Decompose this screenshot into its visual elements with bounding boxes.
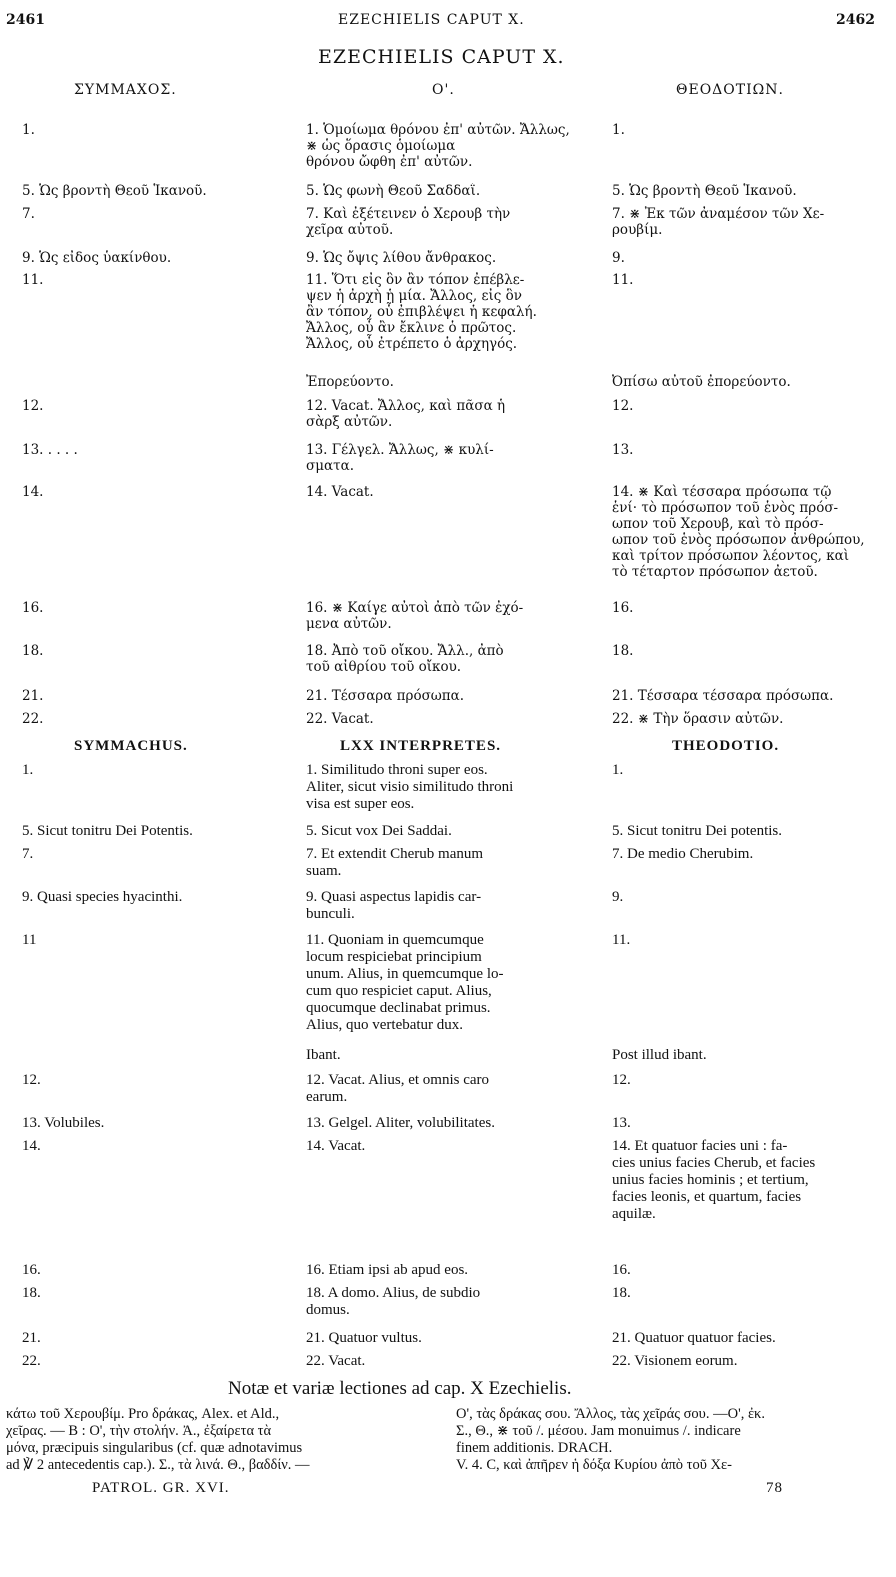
latin-symmachus-verse: 16. — [22, 1262, 41, 1278]
latin-lxx-verse: 9. Quasi aspectus lapidis car- bunculi. — [306, 889, 482, 922]
greek-theodotion-verse: 21. Τέσσαρα τέσσαρα πρόσωπα. — [612, 688, 834, 704]
greek-theodotion-verse: 22. ⋇ Τὴν ὅρασιν αὐτῶν. — [612, 711, 784, 727]
latin-lxx-verse: 16. Etiam ipsi ab apud eos. — [306, 1262, 469, 1278]
latin-head-symmachus: SYMMACHUS. — [74, 738, 188, 754]
greek-lxx-verse: 18. Ἀπὸ τοῦ οἴκου. Ἄλλ., ἀπὸ τοῦ αἰθρίου τοῦ οἴκου. — [306, 643, 504, 675]
greek-symmachus-verse: 21. — [22, 688, 44, 704]
latin-theodotion-verse: 18. — [612, 1285, 631, 1301]
latin-symmachus-verse: 12. — [22, 1072, 41, 1088]
latin-symmachus-verse: 1. — [22, 762, 34, 778]
latin-theodotion-verse: Post illud ibant. — [612, 1047, 707, 1063]
latin-lxx-verse: 13. Gelgel. Aliter, volubilitates. — [306, 1115, 495, 1131]
greek-lxx-verse: 13. Γέλγελ. Ἄλλως, ⋇ κυλί- σματα. — [306, 442, 494, 474]
latin-lxx-verse: 18. A domo. Alius, de subdio domus. — [306, 1285, 481, 1318]
notes-right-column: Ο', τὰς δράκας σου. Ἄλλος, τὰς χεῖράς σου. —Ο', ἐκ. Σ., Θ., ⋇ τοῦ /. μέσου. Jam monuimus /. indicare finem additionis. DRACH. V. 4. C, καὶ ἀπῆρεν ἡ δόξα Κυρίου ἀπὸ τοῦ Χε- — [456, 1406, 765, 1473]
page-number-left: 2461 — [6, 12, 45, 28]
greek-lxx-verse: 22. Vacat. — [306, 711, 374, 727]
greek-lxx-verse: 12. Vacat. Ἄλλος, καὶ πᾶσα ἡ σὰρξ αὐτῶν. — [306, 398, 506, 430]
notes-left-column: κάτω τοῦ Χερουβίμ. Pro δράκας, Alex. et Ald., χεῖρας. — B : Ο', τὴν στολήν. Ἀ., ἐξαίρετα τὰ μόνα, præcipuis singularibus (cf. quæ adnotavimus ad ℣ 2 antecedentis cap.). Σ., τὰ λινά. Θ., βαδδίν. — — [6, 1406, 310, 1473]
latin-lxx-verse: 1. Similitudo throni super eos. Aliter, sicut visio similitudo throni visa est super eos. — [306, 762, 514, 812]
greek-theodotion-verse: 12. — [612, 398, 634, 414]
greek-theodotion-verse: 11. — [612, 272, 634, 288]
latin-symmachus-verse: 7. — [22, 846, 34, 862]
greek-lxx-verse: 21. Τέσσαρα πρόσωπα. — [306, 688, 465, 704]
latin-symmachus-verse: 11 — [22, 932, 37, 948]
latin-lxx-verse: 11. Quoniam in quemcumque locum respiciebat principium unum. Alius, in quemcumque lo- cum quo respiciet caput. Alius, quocumque declinabat primus. Alius, quo vertebatur dux. — [306, 932, 504, 1033]
greek-theodotion-verse: 5. Ὡς βροντὴ Θεοῦ Ἱκανοῦ. — [612, 183, 797, 199]
greek-theodotion-verse: 18. — [612, 643, 634, 659]
greek-symmachus-verse: 13. . . . . — [22, 442, 78, 458]
latin-lxx-verse: 7. Et extendit Cherub manum suam. — [306, 846, 484, 879]
page-number-right: 2462 — [836, 12, 875, 28]
latin-lxx-verse: 14. Vacat. — [306, 1138, 366, 1154]
greek-symmachus-verse: 1. — [22, 122, 35, 138]
greek-lxx-verse: 1. Ὁμοίωμα θρόνου ἐπ' αὐτῶν. Ἄλλως, ⋇ ὡς ὅρασις ὁμοίωμα θρόνου ὤφθη ἐπ' αὐτῶν. — [306, 122, 570, 170]
greek-lxx-verse: 16. ⋇ Καίγε αὐτοὶ ἀπὸ τῶν ἐχό- μενα αὐτῶν. — [306, 600, 524, 632]
greek-lxx-verse: 7. Καὶ ἐξέτεινεν ὁ Χερουβ τὴν χεῖρα αὐτοῦ. — [306, 206, 511, 238]
greek-theodotion-verse: 9. — [612, 250, 625, 266]
running-title: EZECHIELIS CAPUT X. — [338, 12, 525, 28]
greek-symmachus-verse: 9. Ὡς εἶδος ὑακίνθου. — [22, 250, 172, 266]
greek-theodotion-verse: 1. — [612, 122, 625, 138]
footer-sheet-number: 78 — [766, 1480, 783, 1496]
latin-symmachus-verse: 13. Volubiles. — [22, 1115, 105, 1131]
greek-symmachus-verse: 18. — [22, 643, 44, 659]
greek-symmachus-verse: 5. Ὡς βροντὴ Θεοῦ Ἱκανοῦ. — [22, 183, 207, 199]
greek-symmachus-verse: 11. — [22, 272, 44, 288]
latin-theodotion-verse: 5. Sicut tonitru Dei potentis. — [612, 823, 782, 839]
latin-theodotion-verse: 12. — [612, 1072, 631, 1088]
latin-lxx-verse: 21. Quatuor vultus. — [306, 1330, 422, 1346]
latin-symmachus-verse: 22. — [22, 1353, 41, 1369]
greek-theodotion-verse: 16. — [612, 600, 634, 616]
greek-symmachus-verse: 22. — [22, 711, 44, 727]
greek-head-lxx: Ο'. — [432, 82, 455, 98]
latin-theodotion-verse: 22. Visionem eorum. — [612, 1353, 738, 1369]
latin-head-lxx: LXX INTERPRETES. — [340, 738, 502, 754]
latin-lxx-verse: 5. Sicut vox Dei Saddai. — [306, 823, 452, 839]
latin-lxx-verse: 22. Vacat. — [306, 1353, 366, 1369]
latin-theodotion-verse: 11. — [612, 932, 631, 948]
greek-theodotion-verse: 7. ⋇ Ἐκ τῶν ἀναμέσον τῶν Χε- ρουβίμ. — [612, 206, 825, 238]
greek-symmachus-verse: 14. — [22, 484, 44, 500]
greek-theodotion-verse: 13. — [612, 442, 634, 458]
greek-lxx-verse: 11. Ὅτι εἰς ὃν ἂν τόπον ἐπέβλε- ψεν ἡ ἀρχὴ ἡ μία. Ἄλλος, εἰς ὃν ἂν τόπον, οὗ ἐπιβλέψει ἡ κεφαλή. Ἄλλος, οὗ ἂν ἔκλινε ὁ πρῶτος. Ἄλλος, οὗ ἐτρέπετο ὁ ἀρχηγός. — [306, 272, 537, 352]
latin-theodotion-verse: 16. — [612, 1262, 631, 1278]
latin-theodotion-verse: 9. — [612, 889, 624, 905]
latin-lxx-verse: 12. Vacat. Alius, et omnis caro earum. — [306, 1072, 490, 1105]
latin-symmachus-verse: 14. — [22, 1138, 41, 1154]
greek-head-symmachus: ΣΥΜΜΑΧΟΣ. — [74, 82, 177, 98]
latin-symmachus-verse: 18. — [22, 1285, 41, 1301]
greek-theodotion-verse: 14. ⋇ Καὶ τέσσαρα πρόσωπα τῷ ἑνί· τὸ πρόσωπον τοῦ ἑνὸς πρόσ- ωπον τοῦ Χερουβ, καὶ τὸ πρόσ- ωπον τοῦ ἑνὸς πρόσωπον ἀνθρώπου, καὶ τρίτον πρόσωπον λέοντος, καὶ τὸ τέταρτον πρόσωπον ἀετοῦ. — [612, 484, 865, 580]
latin-theodotion-verse: 21. Quatuor quatuor facies. — [612, 1330, 776, 1346]
latin-theodotion-verse: 13. — [612, 1115, 631, 1131]
latin-symmachus-verse: 9. Quasi species hyacinthi. — [22, 889, 183, 905]
notes-title: Notæ et variæ lectiones ad cap. X Ezechielis. — [228, 1378, 572, 1399]
latin-theodotion-verse: 1. — [612, 762, 624, 778]
greek-lxx-verse: 5. Ὡς φωνὴ Θεοῦ Σαδδαΐ. — [306, 183, 481, 199]
greek-symmachus-verse: 12. — [22, 398, 44, 414]
greek-symmachus-verse: 7. — [22, 206, 35, 222]
latin-head-theodotion: THEODOTIO. — [672, 738, 780, 754]
greek-lxx-verse: 9. Ὡς ὄψις λίθου ἄνθρακος. — [306, 250, 497, 266]
latin-theodotion-verse: 14. Et quatuor facies uni : fa- cies unius facies Cherub, et facies unius facies hominis ; et tertium, facies leonis, et quartum, facies aquilæ. — [612, 1138, 816, 1222]
footer-signature: PATROL. GR. XVI. — [92, 1480, 230, 1496]
greek-symmachus-verse: 16. — [22, 600, 44, 616]
latin-lxx-verse: Ibant. — [306, 1047, 341, 1063]
latin-symmachus-verse: 21. — [22, 1330, 41, 1346]
greek-lxx-verse: Ἐπορεύοντο. — [306, 374, 394, 390]
latin-theodotion-verse: 7. De medio Cherubim. — [612, 846, 754, 862]
greek-head-theodotion: ΘΕΟΔΟΤΙΩΝ. — [676, 82, 784, 98]
greek-theodotion-verse: Ὀπίσω αὐτοῦ ἐπορεύοντο. — [612, 374, 791, 390]
page-title: EZECHIELIS CAPUT X. — [318, 46, 565, 68]
greek-lxx-verse: 14. Vacat. — [306, 484, 374, 500]
latin-symmachus-verse: 5. Sicut tonitru Dei Potentis. — [22, 823, 193, 839]
